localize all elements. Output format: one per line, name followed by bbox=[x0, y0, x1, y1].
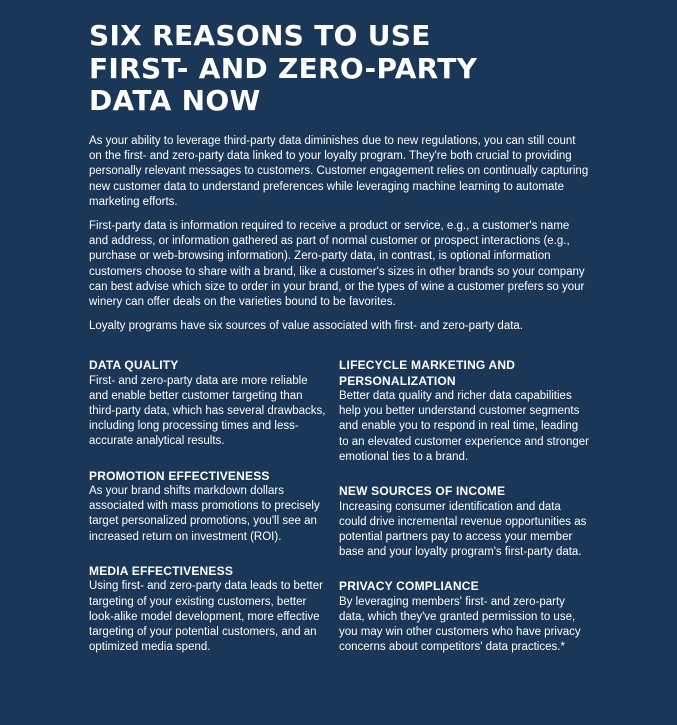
section-new-sources-of-income bbox=[339, 484, 589, 560]
section-heading: DATA QUALITY bbox=[89, 358, 179, 372]
right-column bbox=[339, 358, 589, 671]
section-body: By leveraging members' first- and zero-party data, which they've granted permission to use, you may win other customers who have privacy concerns about competitors' data practices.* bbox=[339, 595, 581, 654]
section-body: Better data quality and richer data capabilities help you better understand customer segments and enable you to respond in real time, leading to an elevated customer experience and stronger emotional ties to a brand. bbox=[339, 390, 589, 463]
intro-paragraph: As your ability to leverage third-party data diminishes due to new regulations, you can still count on the first- and zero-party data linked to your loyalty program. They're both crucial to providing personally relevant messages to customers. Customer engagement relies on continually capturing new customer data to understand preferences while leveraging machine learning to automate marketing efforts. bbox=[89, 135, 589, 208]
section-heading: NEW SOURCES OF INCOME bbox=[339, 484, 506, 499]
section-body: Increasing consumer identification and data could drive incremental revenue opportunities as potential partners pay to access your member base and your loyalty program's first-party data. bbox=[339, 500, 587, 559]
title-line: SIX REASONS TO USE bbox=[89, 19, 431, 52]
section-heading: MEDIA EFFECTIVENESS bbox=[89, 563, 234, 578]
intro-text bbox=[89, 134, 589, 342]
section-data-quality bbox=[89, 358, 329, 450]
intro-paragraph: First-party data is information required to receive a product or service, e.g., a customer's name and address, or information gathered as part of normal customer or prospect interactions (e.g., purchase or web-browsing information). Zero-party data, in contrast, is optional information customers choose to share with a brand, like a customer's sizes in other brands so your company can best advise which size to order in your brand, or the types of wine a customer prefers so your winery can offer deals on the varieties bound to be favorites. bbox=[89, 220, 585, 309]
title-line: DATA NOW bbox=[89, 84, 261, 117]
section-body: First- and zero-party data are more reliable and enable better customer targeting than third-party data, which has several drawbacks, including long processing times and less-accurate analytical results. bbox=[89, 374, 326, 448]
section-lifecycle-marketing bbox=[339, 358, 589, 465]
section-promotion-effectiveness bbox=[89, 469, 329, 545]
section-heading: LIFECYCLE MARKETING AND PERSONALIZATION bbox=[339, 358, 516, 388]
section-heading: PRIVACY COMPLIANCE bbox=[339, 579, 479, 594]
page-title bbox=[89, 20, 609, 118]
section-heading: PROMOTION EFFECTIVENESS bbox=[89, 468, 270, 483]
section-media-effectiveness bbox=[89, 564, 329, 656]
left-column bbox=[89, 358, 329, 670]
section-privacy-compliance bbox=[339, 579, 589, 655]
title-line: FIRST- AND ZERO-PARTY bbox=[89, 51, 478, 85]
section-body: As your brand shifts markdown dollars associated with mass promotions to precisely target personalized promotions, you'll see an increased return on investment (ROI). bbox=[89, 485, 320, 543]
intro-paragraph: Loyalty programs have six sources of value associated with first- and zero-party data. bbox=[89, 320, 524, 333]
section-body: Using first- and zero-party data leads to better targeting of your existing customers, better look-alike model development, more effective targeting of your potential customers, and an optimized media spend. bbox=[89, 580, 323, 654]
